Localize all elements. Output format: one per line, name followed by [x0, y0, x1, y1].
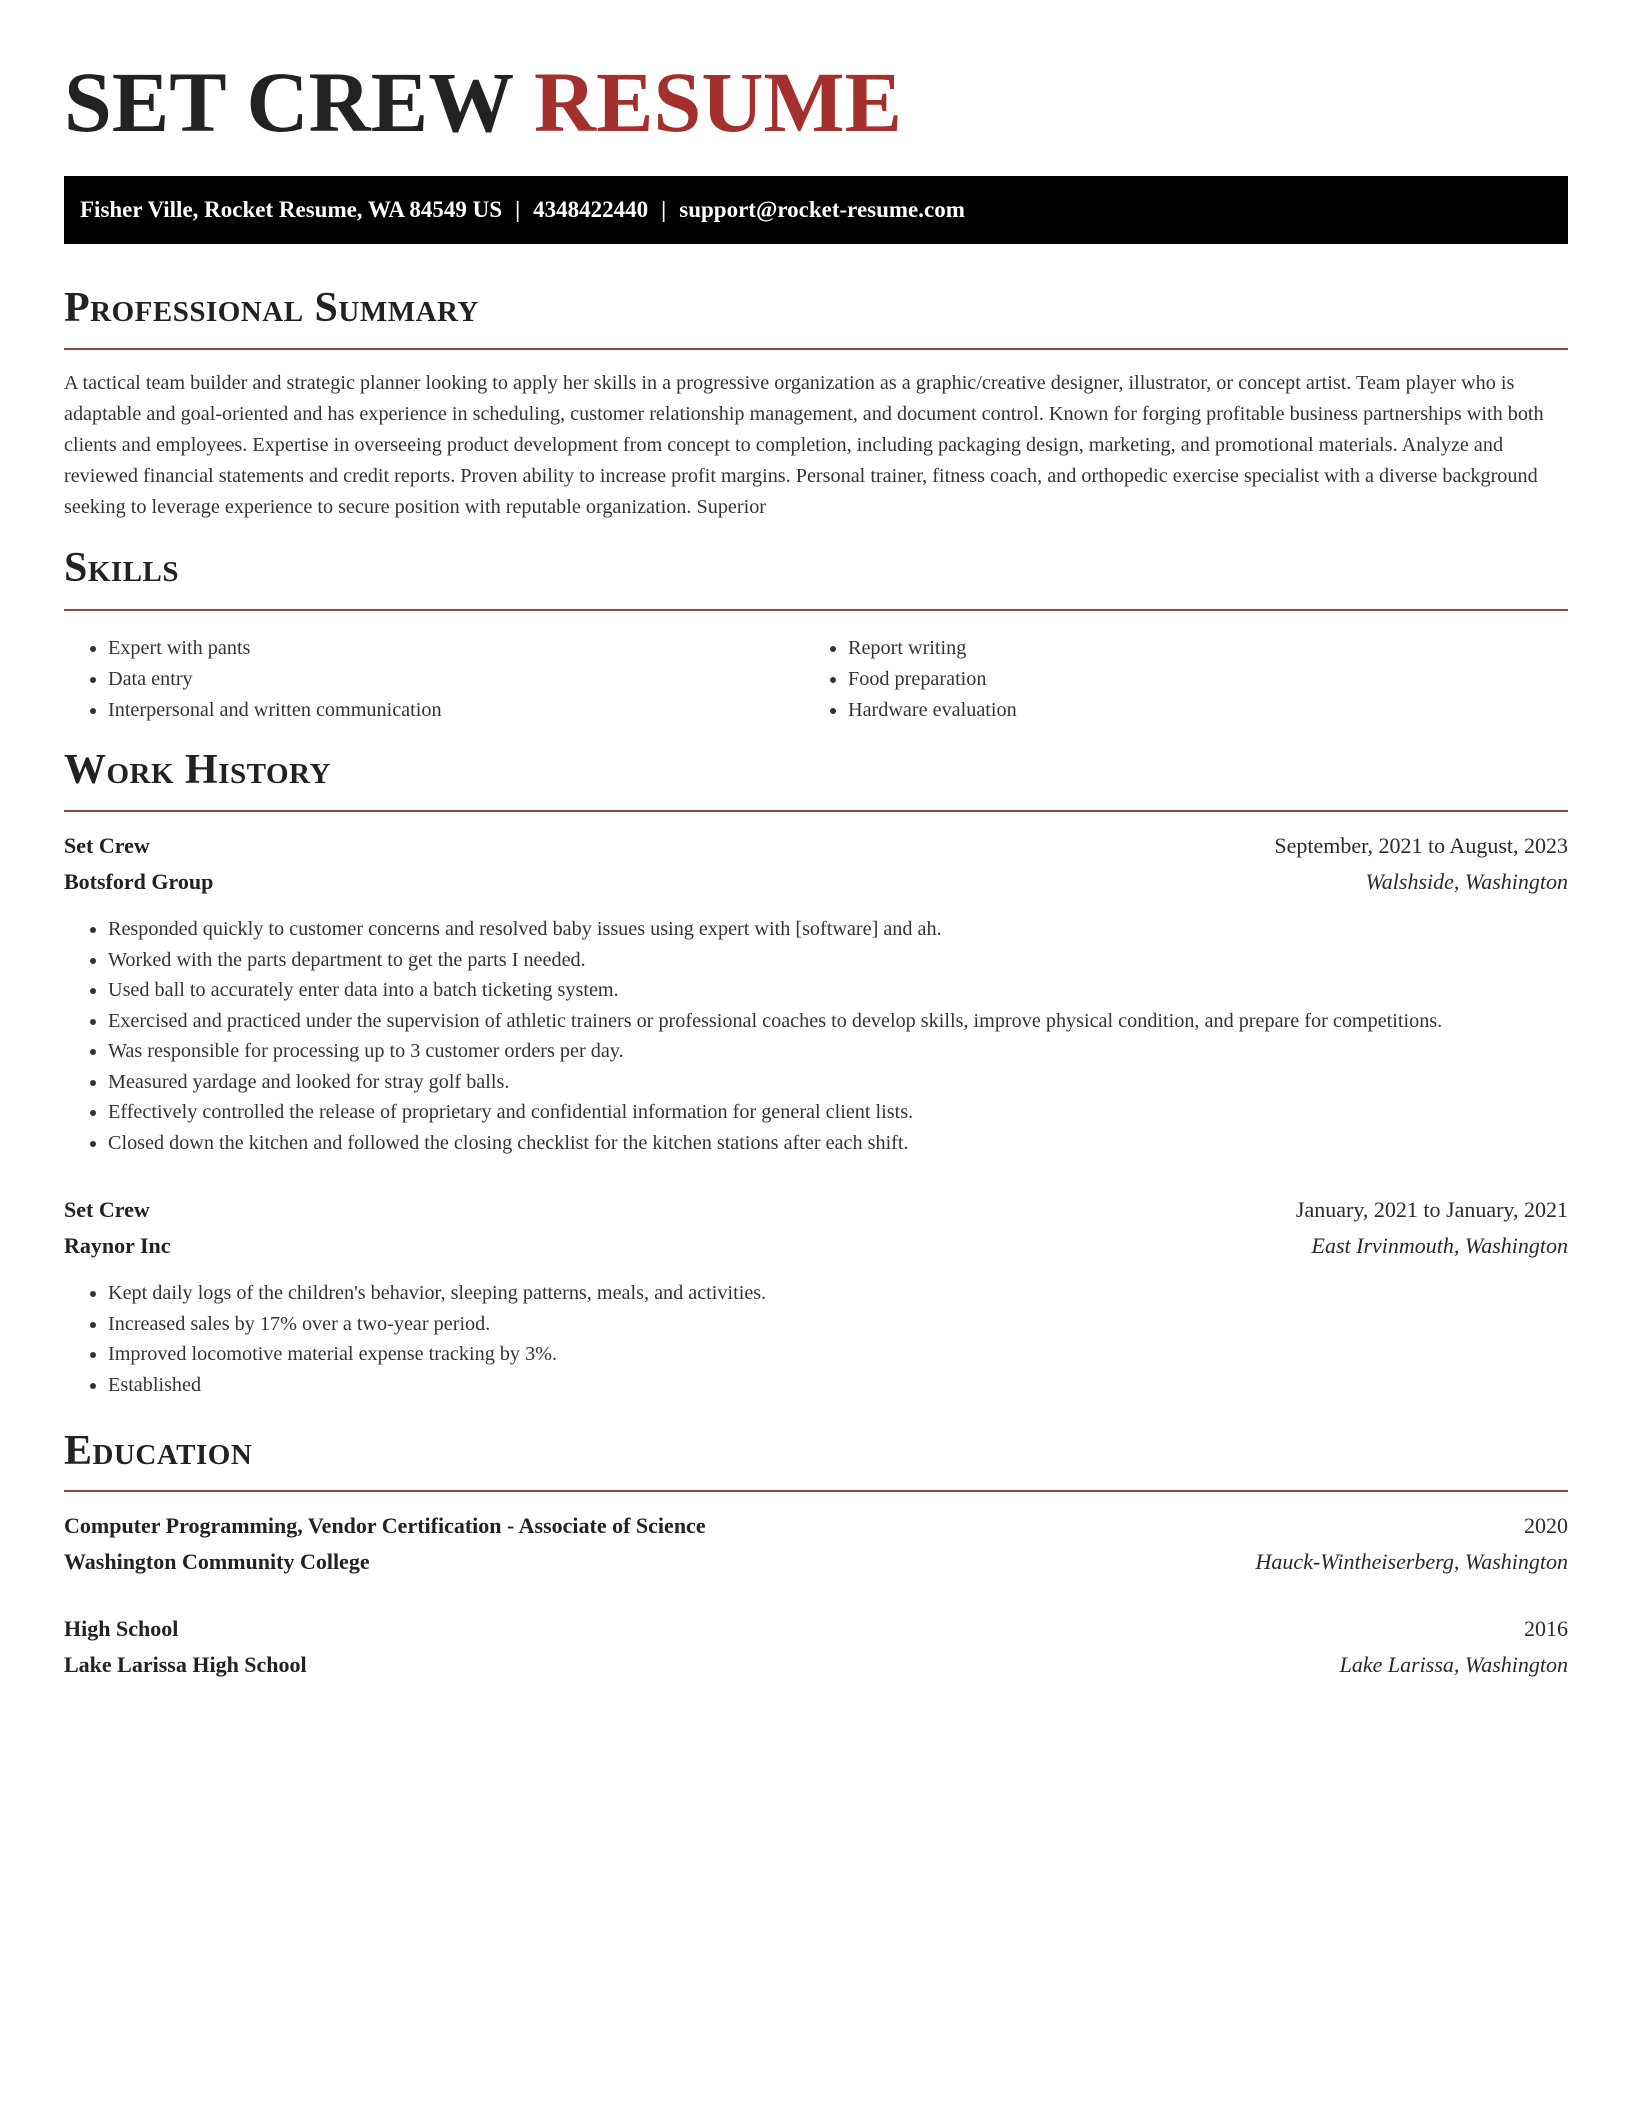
- job-duty: • Measured yardage and looked for stray golf balls.: [108, 1067, 1568, 1098]
- job-duty: • Improved locomotive material expense tracking by 3%.: [108, 1339, 1568, 1370]
- job-dates: September, 2021 to August, 2023: [1274, 833, 1568, 858]
- job-duty: • Established: [108, 1370, 1568, 1401]
- skills-column-left: [64, 633, 804, 726]
- job-duty: • Was responsible for processing up to 3 customer orders per day.: [108, 1036, 1568, 1067]
- education-degree-row: [64, 1508, 1568, 1544]
- job-duty: • Worked with the parts department to get the parts I needed.: [108, 945, 1568, 976]
- job-location: Walshside, Washington: [1365, 869, 1568, 894]
- job-title-row: [64, 1192, 1568, 1228]
- job-duty: • Used ball to accurately enter data into a batch ticketing system.: [108, 975, 1568, 1006]
- education-degree: Computer Programming, Vendor Certification - Associate of Science: [64, 1513, 706, 1538]
- education-degree: High School: [64, 1616, 179, 1641]
- education-school-row: [64, 1647, 1568, 1683]
- skills-list: [64, 633, 1568, 726]
- title-accent: RESUME: [534, 54, 902, 150]
- contact-address: Fisher Ville, Rocket Resume, WA 84549 US: [80, 197, 503, 222]
- education-year: 2020: [1524, 1513, 1568, 1538]
- skill-item: • Data entry: [108, 664, 804, 695]
- job-title-row: [64, 828, 1568, 864]
- job-location: East Irvinmouth, Washington: [1311, 1233, 1568, 1258]
- job-title: Set Crew: [64, 1197, 150, 1222]
- contact-bar: [64, 176, 1568, 244]
- education-location: Hauck-Wintheiserberg, Washington: [1255, 1549, 1568, 1574]
- resume-title: [64, 52, 902, 152]
- section-divider: [64, 1490, 1568, 1492]
- section-divider: [64, 348, 1568, 350]
- education-degree-row: [64, 1611, 1568, 1647]
- education-year: 2016: [1524, 1616, 1568, 1641]
- job-dates: January, 2021 to January, 2021: [1295, 1197, 1568, 1222]
- education-school: Lake Larissa High School: [64, 1652, 307, 1677]
- job-duty: • Kept daily logs of the children's behavior, sleeping patterns, meals, and activities.: [108, 1278, 1568, 1309]
- skills-heading: Skills: [64, 545, 180, 591]
- skill-item: • Food preparation: [848, 664, 1544, 695]
- job-duty: • Increased sales by 17% over a two-year period.: [108, 1309, 1568, 1340]
- job-company: Botsford Group: [64, 869, 214, 894]
- job-duties-list: [64, 1278, 1568, 1400]
- job-duties-list: [64, 914, 1568, 1158]
- work-history-heading: Work History: [64, 747, 331, 793]
- job-duty: • Responded quickly to customer concerns and resolved baby issues using expert with [software] and ah.: [108, 914, 1568, 945]
- job-duty: • Effectively controlled the release of proprietary and confidential information for general client lists.: [108, 1097, 1568, 1128]
- job-company-row: [64, 864, 1568, 900]
- job-company: Raynor Inc: [64, 1233, 171, 1258]
- skill-item: • Hardware evaluation: [848, 695, 1544, 726]
- contact-separator: |: [661, 197, 667, 222]
- education-heading: Education: [64, 1428, 253, 1474]
- title-main: SET CREW: [64, 54, 513, 150]
- summary-heading: Professional Summary: [64, 285, 479, 331]
- skills-column-right: [804, 633, 1544, 726]
- contact-email: support@rocket-resume.com: [679, 197, 965, 222]
- job-company-row: [64, 1228, 1568, 1264]
- skill-item: • Interpersonal and written communication: [108, 695, 804, 726]
- job-duty: • Closed down the kitchen and followed the closing checklist for the kitchen stations after each shift.: [108, 1128, 1568, 1159]
- skill-item: • Expert with pants: [108, 633, 804, 664]
- job-duty: • Exercised and practiced under the supervision of athletic trainers or professional coaches to develop skills, improve physical condition, and prepare for competitions.: [108, 1006, 1568, 1037]
- section-divider: [64, 609, 1568, 611]
- contact-separator: |: [515, 197, 521, 222]
- summary-text: A tactical team builder and strategic planner looking to apply her skills in a progressive organization as a graphic/creative designer, illustrator, or concept artist. Team player who is adaptable and goal-oriented and has experience in scheduling, customer relationship management, and document control. Known for forging profitable business partnerships with both clients and employees. Expertise in overseeing product development from concept to completion, including packaging design, marketing, and promotional materials. Analyze and reviewed financial statements and credit reports. Proven ability to increase profit margins. Personal trainer, fitness coach, and orthopedic exercise specialist with a diverse background seeking to leverage experience to secure position with reputable organization. Superior: [64, 372, 1544, 518]
- contact-phone: 4348422440: [533, 197, 649, 222]
- education-location: Lake Larissa, Washington: [1339, 1652, 1568, 1677]
- job-title: Set Crew: [64, 833, 150, 858]
- education-school: Washington Community College: [64, 1549, 370, 1574]
- section-divider: [64, 810, 1568, 812]
- education-school-row: [64, 1544, 1568, 1580]
- skill-item: • Report writing: [848, 633, 1544, 664]
